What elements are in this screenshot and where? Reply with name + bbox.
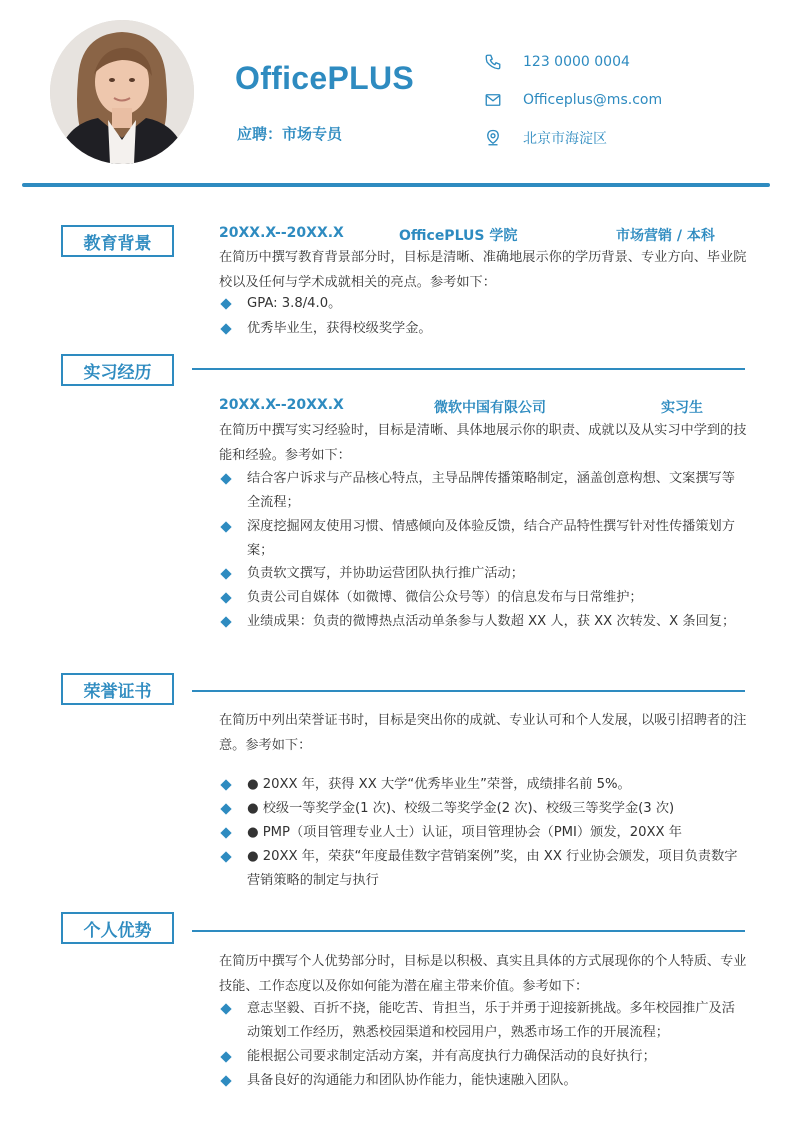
applied-position: 应聘：市场专员 bbox=[237, 125, 343, 143]
strengths-intro: 在简历中撰写个人优势部分时，目标是以积极、真实且具体的方式展现你的个人特质、专业技能、工作态度以及你如何能为潜在雇主带来价值。参考如下： bbox=[219, 954, 747, 994]
internship-intro: 在简历中撰写实习经验时，目标是清晰、具体地展示你的职责、成就以及从实习中学到的技能和经验。参考如下： bbox=[219, 423, 747, 463]
diamond-bullet-icon bbox=[220, 616, 231, 627]
diamond-bullet-icon bbox=[220, 851, 231, 862]
honors-intro: 在简历中列出荣誉证书时，目标是突出你的成就、专业认可和个人发展，以吸引招聘者的注意。参考如下： bbox=[219, 713, 747, 753]
list-item: 负责软文撰写，并协助运营团队执行推广活动； bbox=[219, 562, 747, 586]
education-major: 市场营销 / 本科 bbox=[616, 228, 715, 244]
contact-phone bbox=[484, 51, 630, 73]
profile-photo bbox=[50, 20, 194, 164]
contact-email bbox=[484, 89, 663, 111]
list-item: 能根据公司要求制定活动方案，并有高度执行力确保活动的良好执行； bbox=[219, 1045, 747, 1069]
education-intro: 在简历中撰写教育背景部分时，目标是清晰、准确地展示你的学历背景、专业方向、毕业院校以及任何与学术成就相关的亮点。参考如下： bbox=[219, 250, 747, 290]
location-icon bbox=[484, 129, 502, 147]
diamond-bullet-icon bbox=[220, 1051, 231, 1062]
list-item: ● PMP（项目管理专业人士）认证，项目管理协会（PMI）颁发，20XX 年 bbox=[219, 821, 747, 845]
contact-location bbox=[484, 127, 607, 149]
list-item: 深度挖掘网友使用习惯、情感倾向及体验反馈，结合产品特性撰写针对性传播策划方案； bbox=[219, 515, 747, 563]
list-item: 负责公司自媒体（如微博、微信公众号等）的信息发布与日常维护； bbox=[219, 586, 747, 610]
section-title-honors: 荣誉证书 bbox=[61, 673, 174, 705]
candidate-name: OfficePLUS bbox=[235, 60, 415, 96]
diamond-bullet-icon bbox=[220, 473, 231, 484]
section-divider bbox=[192, 690, 745, 692]
education-school: OfficePLUS 学院 bbox=[399, 228, 518, 244]
internship-company: 微软中国有限公司 bbox=[434, 400, 546, 416]
list-item: ● 20XX 年，获得 XX 大学“优秀毕业生”荣誉，成绩排名前 5%。 bbox=[219, 773, 747, 797]
location-text: 北京市海淀区 bbox=[523, 131, 607, 147]
list-item: 具备良好的沟通能力和团队协作能力，能快速融入团队。 bbox=[219, 1069, 747, 1093]
diamond-bullet-icon bbox=[220, 803, 231, 814]
internship-date: 20XX.X--20XX.X bbox=[219, 397, 344, 413]
list-item: GPA: 3.8/4.0。 bbox=[219, 292, 747, 316]
list-item: 结合客户诉求与产品核心特点，主导品牌传播策略制定，涵盖创意构想、文案撰写等全流程； bbox=[219, 467, 747, 515]
phone-icon bbox=[484, 53, 502, 71]
diamond-bullet-icon bbox=[220, 298, 231, 309]
phone-text: 123 0000 0004 bbox=[523, 54, 630, 70]
diamond-bullet-icon bbox=[220, 779, 231, 790]
diamond-bullet-icon bbox=[220, 568, 231, 579]
diamond-bullet-icon bbox=[220, 521, 231, 532]
email-text: Officeplus@ms.com bbox=[523, 92, 663, 108]
section-divider bbox=[192, 930, 745, 932]
section-title-strengths: 个人优势 bbox=[61, 912, 174, 944]
list-item: 意志坚毅、百折不挠，能吃苦、肯担当，乐于并勇于迎接新挑战。多年校园推广及活动策划工作经历，熟悉校园渠道和校园用户，熟悉市场工作的开展流程； bbox=[219, 997, 747, 1045]
section-title-education: 教育背景 bbox=[61, 225, 174, 257]
diamond-bullet-icon bbox=[220, 827, 231, 838]
mail-icon bbox=[484, 91, 502, 109]
section-divider bbox=[192, 368, 745, 370]
internship-role: 实习生 bbox=[661, 400, 703, 416]
section-title-internship: 实习经历 bbox=[61, 354, 174, 386]
diamond-bullet-icon bbox=[220, 323, 231, 334]
header-divider bbox=[22, 183, 770, 187]
list-item: ● 20XX 年，荣获“年度最佳数字营销案例”奖，由 XX 行业协会颁发，项目负责数字营销策略的制定与执行 bbox=[219, 845, 747, 893]
diamond-bullet-icon bbox=[220, 1075, 231, 1086]
list-item: 业绩成果：负责的微博热点活动单条参与人数超 XX 人，获 XX 次转发、X 条回复； bbox=[219, 610, 747, 634]
diamond-bullet-icon bbox=[220, 592, 231, 603]
education-date: 20XX.X--20XX.X bbox=[219, 225, 344, 241]
list-item: ● 校级一等奖学金(1 次)、校级二等奖学金(2 次)、校级三等奖学金(3 次) bbox=[219, 797, 747, 821]
list-item: 优秀毕业生，获得校级奖学金。 bbox=[219, 317, 747, 341]
diamond-bullet-icon bbox=[220, 1003, 231, 1014]
